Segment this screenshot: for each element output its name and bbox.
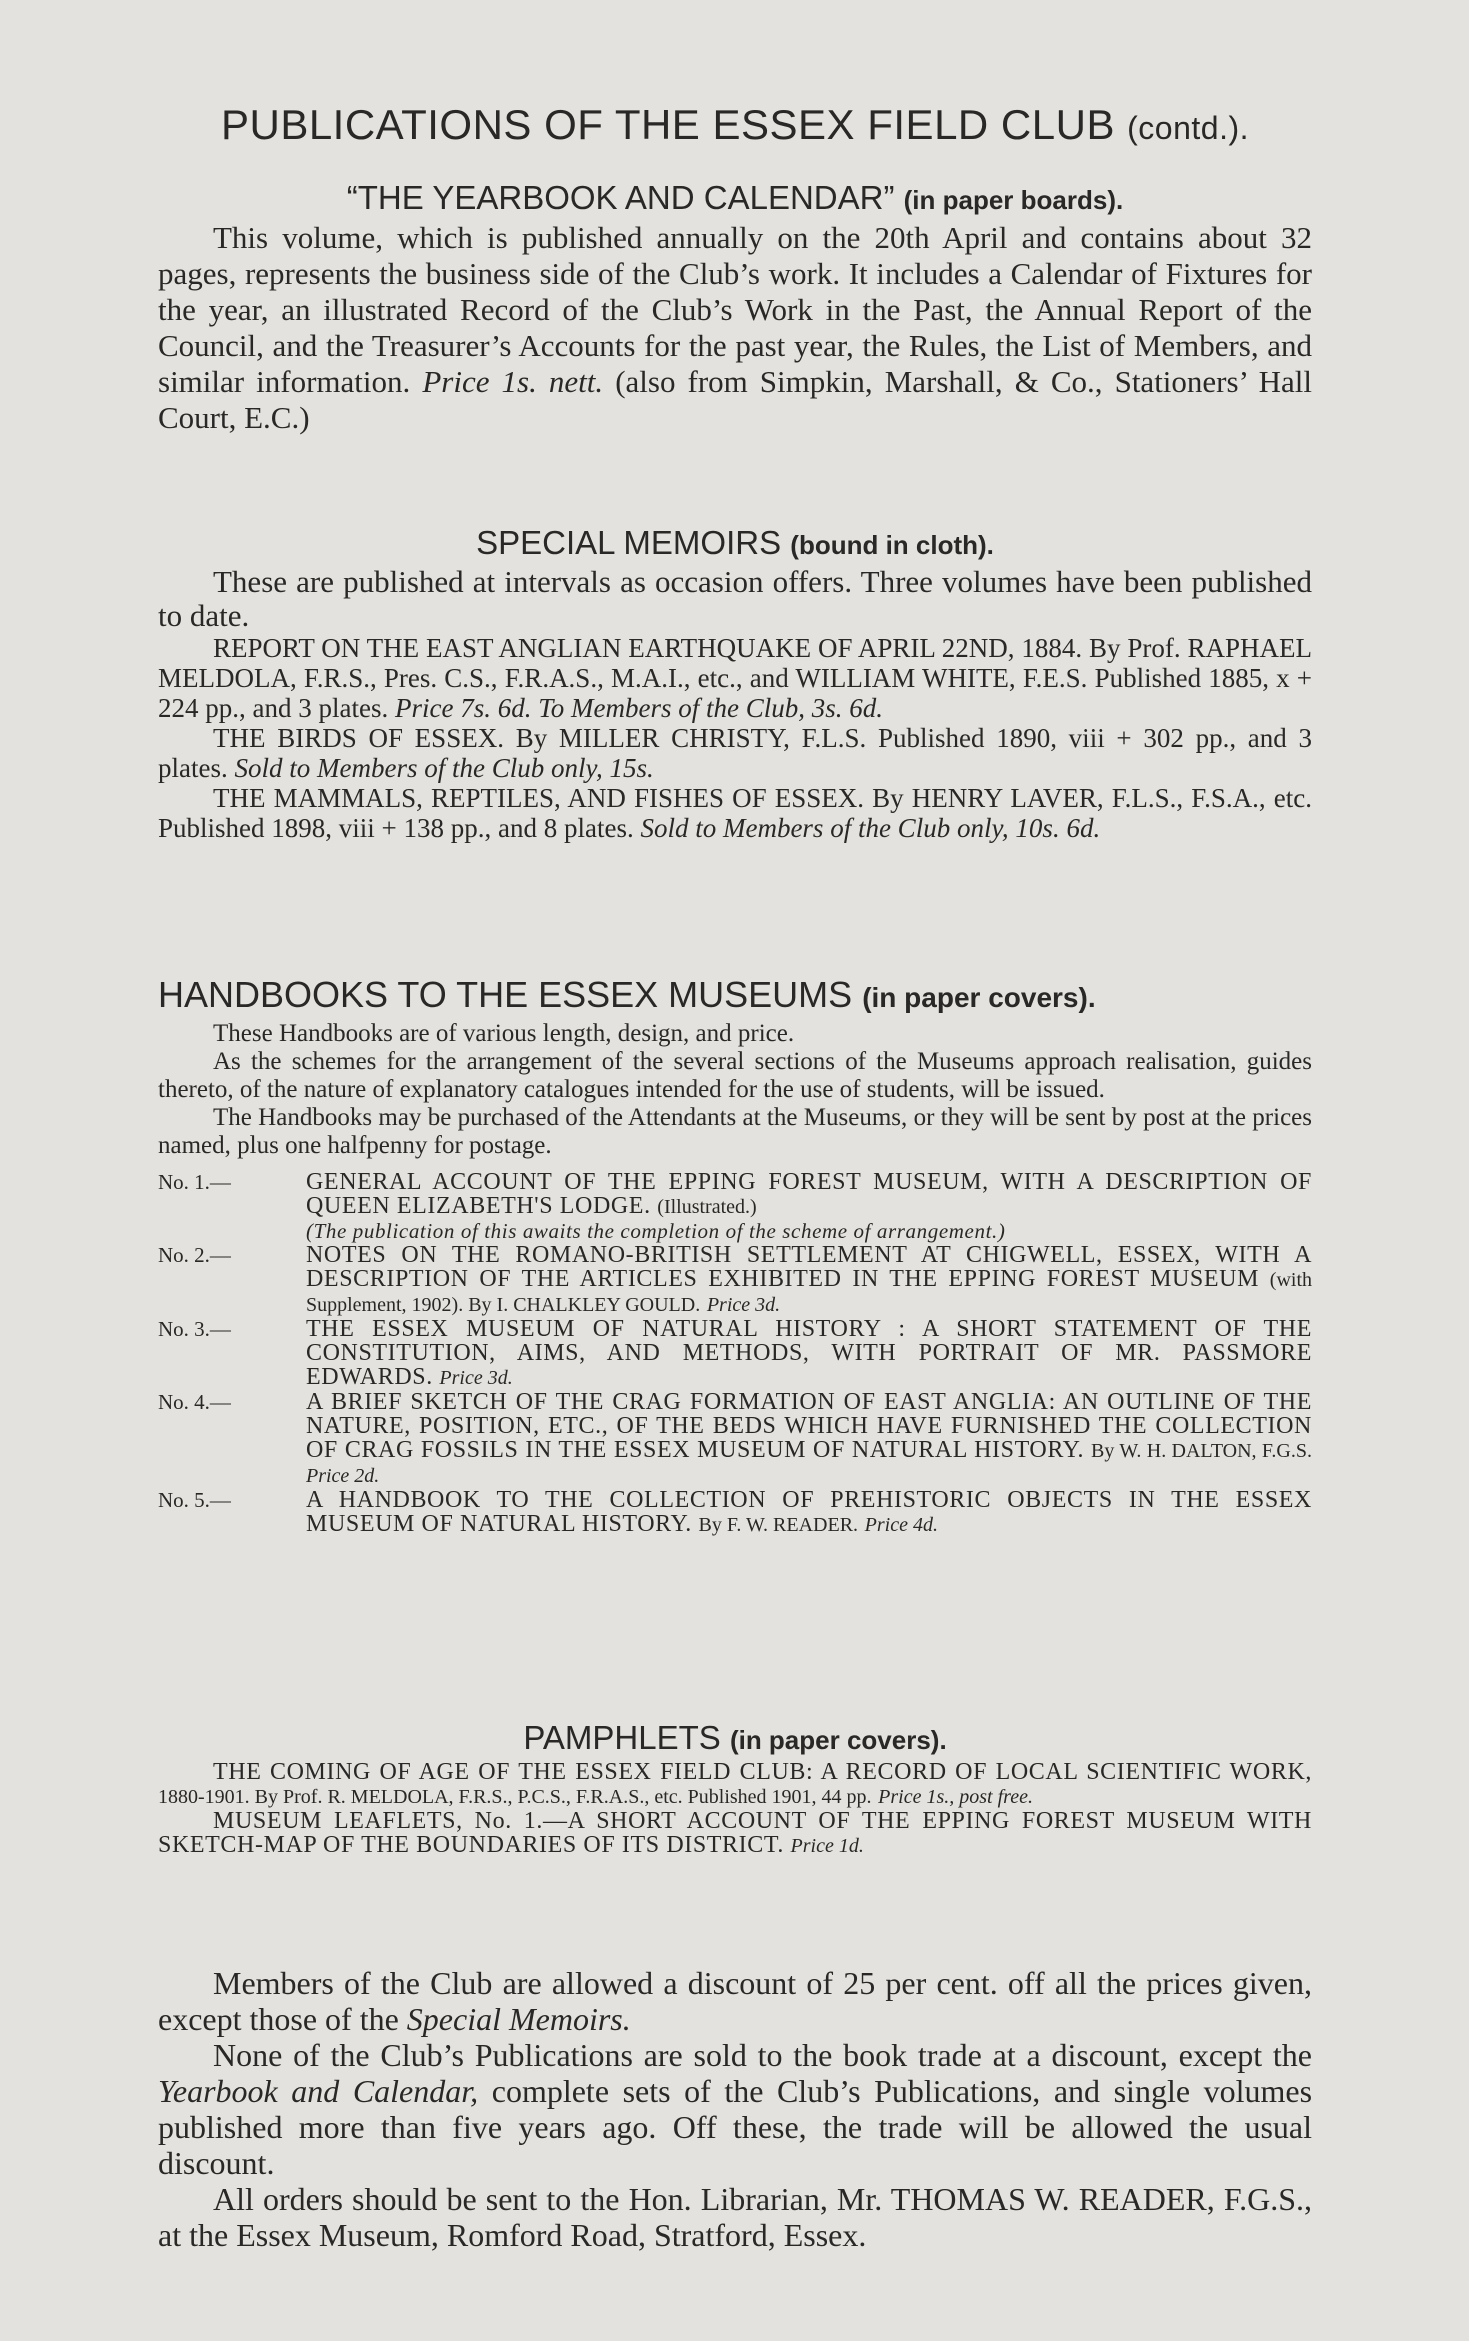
yearbook-heading [158,178,1312,220]
handbook-price: Price 3d. [439,1367,513,1389]
pamphlets-heading [158,1718,1312,1760]
page-title-main: PUBLICATIONS OF THE ESSEX FIELD CLUB [220,101,1115,148]
pamphlets-heading-title: PAMPHLETS [523,1719,721,1756]
memoirs-section [158,523,1312,843]
pamphlet-title: THE COMING OF AGE OF THE ESSEX FIELD CLUB: A RECORD OF LOCAL SCIENTIFIC WORK, [213,1759,1312,1785]
handbook-number: No. 5.— [158,1488,231,1512]
handbook-title: GENERAL ACCOUNT OF THE EPPING FOREST MUSEUM, WITH A DESCRIPTION OF QUEEN ELIZABETH'S LODGE. [306,1169,1312,1219]
yearbook-tail: (also from Simpkin, Marshall, & Co., Stationers’ Hall Court, E.C.) [158,364,1313,435]
memoir-price: Sold to Members of the Club only, 10s. 6d. [640,813,1101,843]
yearbook-heading-note: (in paper boards). [903,185,1124,215]
closing-emphasis: Special Memoirs. [406,2001,631,2037]
memoirs-heading-note: (bound in cloth). [790,530,994,560]
pamphlets-heading-note: (in paper covers). [729,1725,947,1755]
handbook-title: THE ESSEX MUSEUM OF NATURAL HISTORY : A SHORT STATEMENT OF THE CONSTITUTION, AIMS, AND METHODS, WITH PORTRAIT OF MR. PASSMORE EDWARDS. [306,1316,1312,1390]
handbook-item [158,1488,1312,1537]
closing-emphasis: Yearbook and Calendar, [158,2073,479,2109]
page-title [158,100,1312,153]
handbook-extra: (with Supplement, 1902). By I. CHALKLEY GOULD. [306,1269,1312,1316]
memoirs-heading-title: SPECIAL MEMOIRS [476,524,782,561]
yearbook-text [158,220,1312,436]
handbook-price: Price 3d. [706,1294,781,1316]
handbooks-heading-title: HANDBOOKS TO THE ESSEX MUSEUMS [158,974,853,1015]
pamphlet-price: Price 1d. [790,1835,864,1857]
handbook-item [158,1390,1312,1488]
handbooks-heading-note: (in paper covers). [862,982,1096,1013]
closing-text: None of the Club’s Publications are sold to the book trade at a discount, except the [213,2037,1312,2073]
page-title-block [158,100,1312,153]
handbooks-paragraph: These Handbooks are of various length, design, and price. [213,1020,795,1047]
handbooks-paragraph: The Handbooks may be purchased of the Attendants at the Museums, or they will be sent by post at the prices named, plus one halfpenny for postage. [158,1104,1312,1159]
handbook-price: Price 2d. [306,1465,380,1487]
handbook-extra: (Illustrated.) [657,1196,757,1218]
handbook-price: Price 4d. [864,1514,938,1536]
handbook-number: No. 2.— [158,1243,231,1267]
memoir-published: Published 1898, viii + 138 pp., and 8 plates. [158,813,634,843]
page-title-suffix: (contd.). [1127,110,1250,146]
yearbook-price: Price 1s. nett. [422,364,604,399]
memoirs-intro: These are published at intervals as occasion offers. Three volumes have been published to date. [158,564,1312,633]
handbooks-paragraph: As the schemes for the arrangement of the several sections of the Museums approach realisation, guides thereto, of the nature of explanatory catalogues intended for the use of students, will be issued. [158,1048,1312,1103]
handbook-note: (The publication of this awaits the completion of the scheme of arrangement.) [306,1219,1006,1243]
pamphlet-detail: 1880-1901. By Prof. R. MELDOLA, F.R.S., P.C.S., F.R.A.S., etc. Published 1901, 44 pp. [158,1786,872,1808]
yearbook-body: This volume, which is published annually on the 20th April and contains about 32 pages, represents the business side of the Club’s work. It includes a Calendar of Fixtures for the year, an illustrated Record of the Club’s Work in the Past, the Annual Report of the Council, and the Treasurer’s Accounts for the past year, the Rules, the List of Members, and similar information. [158,220,1312,399]
handbook-item [158,1243,1312,1317]
pamphlet-item [158,1760,1312,1809]
pamphlet-title: MUSEUM LEAFLETS, No. 1.—A SHORT ACCOUNT OF THE EPPING FOREST MUSEUM WITH SKETCH-MAP OF THE BOUNDARIES OF ITS DISTRICT. [158,1808,1312,1858]
memoir-author: By MILLER CHRISTY, F.L.S. [515,723,867,753]
handbook-item [158,1170,1312,1243]
handbook-number: No. 1.— [158,1170,231,1194]
memoir-title: THE BIRDS OF ESSEX. [213,723,504,753]
closing-section [158,1965,1312,2253]
handbooks-section [158,973,1312,1537]
memoir-item [158,783,1312,843]
memoir-price: Sold to Members of the Club only, 15s. [234,753,654,783]
handbook-extra: By F. W. READER. [698,1514,859,1536]
closing-text: Members of the Club are allowed a discount of 25 per cent. off all the prices given, except those of the [158,1965,1312,2037]
memoir-title: REPORT ON THE EAST ANGLIAN EARTHQUAKE OF APRIL 22ND, 1884. [213,633,1083,663]
pamphlet-item [158,1809,1312,1858]
handbook-extra: By W. H. DALTON, F.G.S. [1091,1440,1312,1462]
pamphlets-section [158,1718,1312,1858]
memoir-author: By Prof. RAPHAEL MELDOLA, F.R.S., Pres. C.S., F.R.A.S., M.A.I., etc., and WILLIAM WHITE, F.E.S. [158,633,1313,693]
yearbook-heading-title: “THE YEARBOOK AND CALENDAR” [346,179,895,216]
memoir-published: Published 1885, x + 224 pp., and 3 plates. [158,663,1313,723]
memoir-title: THE MAMMALS, REPTILES, AND FISHES OF ESSEX. [213,783,865,813]
memoir-item [158,633,1312,723]
handbook-title: A BRIEF SKETCH OF THE CRAG FORMATION OF EAST ANGLIA: AN OUTLINE OF THE NATURE, POSITION, ETC., OF THE BEDS WHICH HAVE FURNISHED THE COLLECTION OF CRAG FOSSILS IN THE ESSEX MUSEUM OF NATURAL HISTORY. [306,1389,1312,1463]
yearbook-section [158,178,1312,436]
handbook-title: A HANDBOOK TO THE COLLECTION OF PREHISTORIC OBJECTS IN THE ESSEX MUSEUM OF NATURAL HISTORY. [306,1487,1312,1537]
closing-text: complete sets of the Club’s Publications, and single volumes published more than five years ago. Off these, the trade will be allowed the usual discount. [158,2073,1313,2181]
memoir-published: Published 1890, viii + 302 pp., and 3 plates. [158,723,1313,783]
memoir-author: By HENRY LAVER, F.L.S., F.S.A., etc. [872,783,1312,813]
handbook-number: No. 4.— [158,1390,231,1414]
memoir-price: Price 7s. 6d. To Members of the Club, 3s. 6d. [394,693,883,723]
handbooks-heading [158,973,1312,1020]
closing-paragraph [158,2037,1312,2181]
handbook-number: No. 3.— [158,1317,231,1341]
memoirs-heading [158,523,1312,565]
pamphlet-price: Price 1s., post free. [878,1786,1033,1808]
closing-paragraph: All orders should be sent to the Hon. Librarian, Mr. THOMAS W. READER, F.G.S., at the Essex Museum, Romford Road, Stratford, Essex. [158,2181,1312,2253]
memoir-item [158,723,1312,783]
handbook-item [158,1317,1312,1390]
handbook-title: NOTES ON THE ROMANO-BRITISH SETTLEMENT AT CHIGWELL, ESSEX, WITH A DESCRIPTION OF THE ARTICLES EXHIBITED IN THE EPPING FOREST MUSEUM [306,1242,1312,1292]
closing-paragraph [158,1965,1312,2037]
